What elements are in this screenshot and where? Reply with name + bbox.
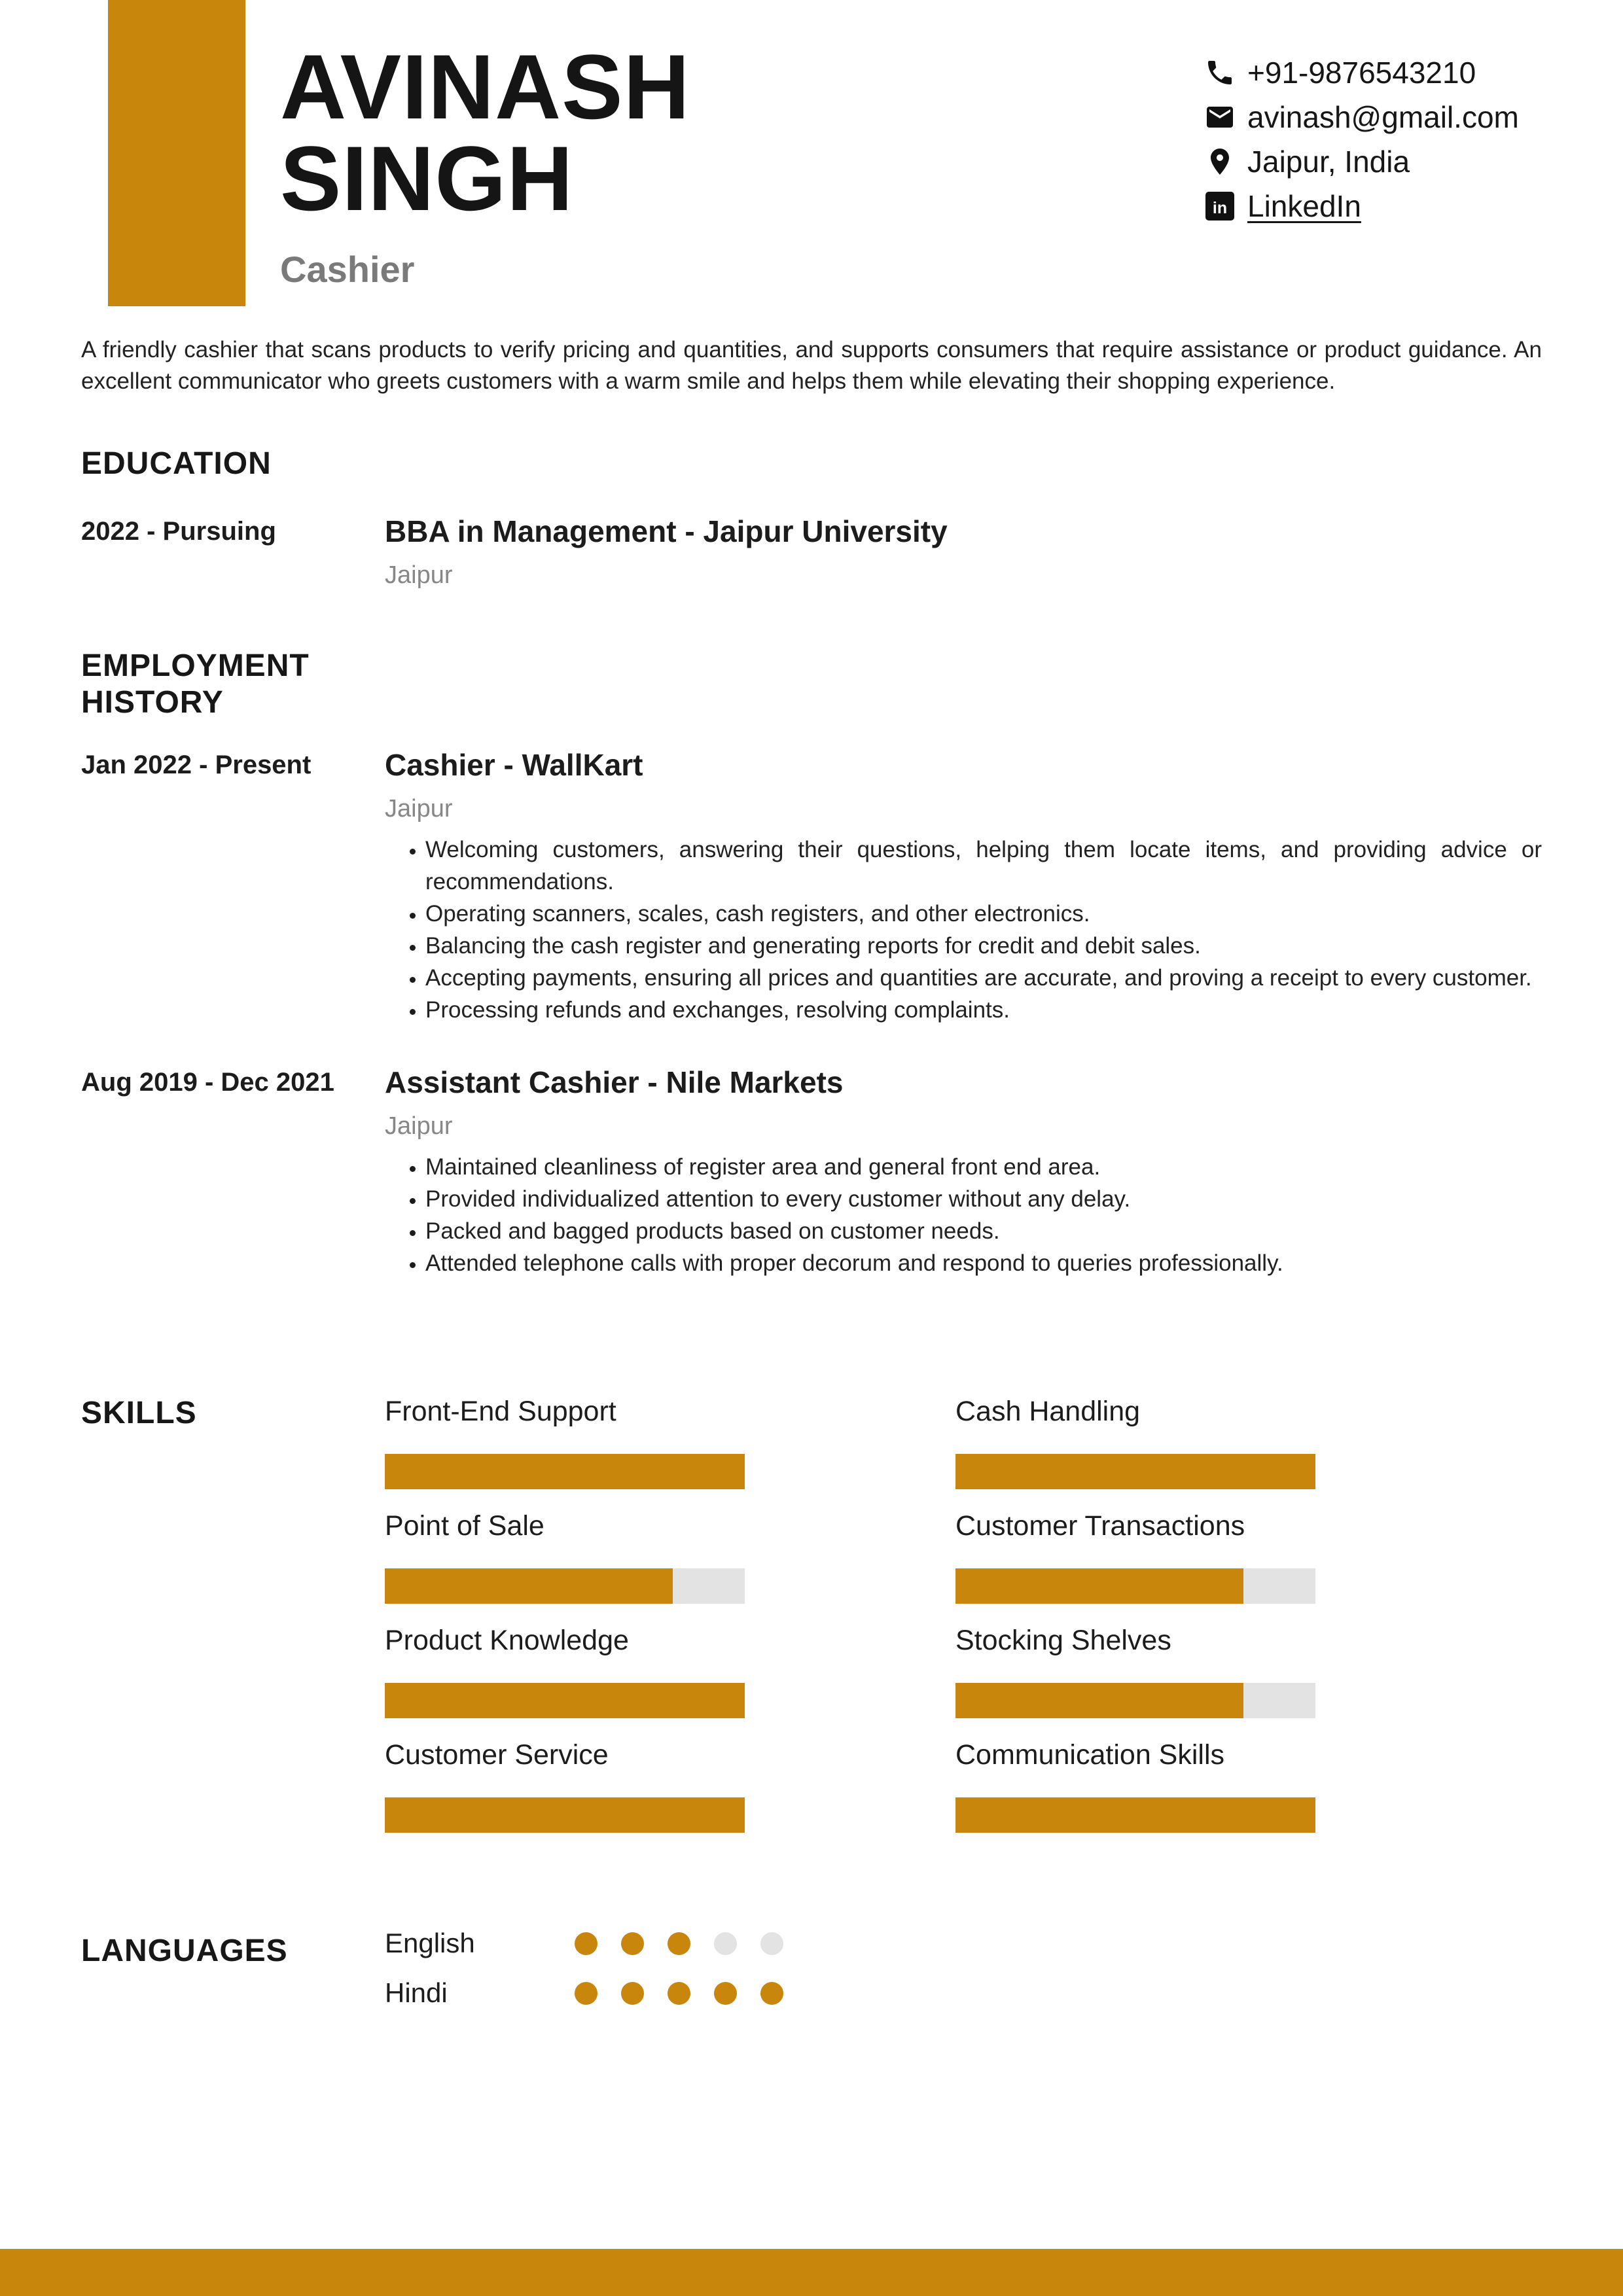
entry-title: Assistant Cashier - Nile Markets (385, 1065, 844, 1099)
skill-item (955, 1739, 1315, 1833)
skill-bar-fill (385, 1568, 673, 1604)
skill-item (955, 1510, 1315, 1604)
skill-bar-fill (955, 1454, 1315, 1489)
skill-bar-fill (385, 1797, 745, 1833)
level-dot-filled (621, 1932, 644, 1955)
entry-body (385, 515, 1542, 590)
skill-item (385, 1510, 745, 1604)
entry-location: Jaipur (385, 795, 453, 822)
contact-item (1204, 184, 1519, 228)
person-job-title: Cashier (280, 249, 415, 290)
entry-title: BBA in Management - Jaipur University (385, 514, 948, 548)
bullet-item: • Balancing the cash register and generating reports for credit and debit sales. (425, 930, 1542, 962)
header-accent-bar (108, 0, 245, 306)
person-name (280, 35, 690, 230)
entry-location: Jaipur (385, 561, 453, 589)
phone-icon (1204, 57, 1236, 88)
bullet-item: • Maintained cleanliness of register area and general front end area. (425, 1151, 1542, 1183)
skill-label: Product Knowledge (385, 1625, 629, 1656)
skill-label: Stocking Shelves (955, 1625, 1171, 1656)
language-label: Hindi (385, 1977, 448, 2008)
bullet-list (385, 834, 1542, 1026)
language-level-dots (575, 1932, 807, 1955)
linkedin-link[interactable]: LinkedIn (1247, 189, 1361, 223)
skill-item (385, 1395, 745, 1489)
education-entry (81, 515, 1542, 590)
skill-bar (385, 1454, 745, 1489)
skill-bar (955, 1454, 1315, 1489)
entry-body (385, 1066, 1542, 1279)
skill-item (955, 1395, 1315, 1489)
level-dot-filled (668, 1982, 690, 2005)
skill-label: Communication Skills (955, 1739, 1225, 1771)
skill-item (955, 1624, 1315, 1718)
level-dot-filled (621, 1982, 644, 2005)
skill-bar-fill (385, 1683, 745, 1718)
entry-body (385, 749, 1542, 1026)
employment-entry (81, 1066, 1542, 1279)
skill-bar (955, 1797, 1315, 1833)
bullet-item: • Provided individualized attention to every customer without any delay. (425, 1183, 1542, 1215)
bullet-item: • Processing refunds and exchanges, resolving complaints. (425, 994, 1542, 1026)
level-dot-filled (760, 1982, 783, 2005)
contact-list (1204, 50, 1519, 228)
contact-item (1204, 50, 1519, 95)
linkedin-icon (1204, 190, 1236, 222)
contact-text: +91-9876543210 (1247, 56, 1476, 90)
skills-section (81, 1395, 1542, 1833)
language-item (385, 1918, 1542, 1968)
skills-grid (385, 1395, 1542, 1833)
languages-section (81, 1918, 1542, 2018)
skill-label: Front-End Support (385, 1396, 616, 1427)
entry-dates: Jan 2022 - Present (81, 751, 312, 779)
skill-bar-fill (385, 1454, 745, 1489)
employment-section (81, 648, 1542, 1279)
skill-label: Cash Handling (955, 1396, 1141, 1427)
skill-item (385, 1739, 745, 1833)
language-label: English (385, 1928, 475, 1958)
bullet-list (385, 1151, 1542, 1279)
bullet-item: • Welcoming customers, answering their questions, helping them locate items, and providing advice or recommendations. (425, 834, 1542, 898)
skill-bar (955, 1683, 1315, 1718)
language-list (385, 1918, 1542, 2018)
skill-bar-fill (955, 1797, 1315, 1833)
language-level-dots (575, 1982, 807, 2005)
skill-bar (385, 1797, 745, 1833)
languages-heading: LANGUAGES (81, 1934, 288, 1968)
bullet-item: • Packed and bagged products based on customer needs. (425, 1215, 1542, 1247)
skills-heading: SKILLS (81, 1396, 197, 1430)
employment-heading: EMPLOYMENT HISTORY (81, 648, 310, 720)
skill-item (385, 1624, 745, 1718)
education-section (81, 446, 1542, 590)
level-dot-filled (575, 1982, 597, 2005)
skill-label: Point of Sale (385, 1510, 544, 1542)
email-icon (1204, 101, 1236, 133)
footer-accent-bar (0, 2249, 1623, 2296)
entry-title: Cashier - WallKart (385, 748, 643, 782)
contact-text: Jaipur, India (1247, 145, 1410, 179)
contact-text: avinash@gmail.com (1247, 100, 1519, 134)
skill-bar (385, 1683, 745, 1718)
contact-item (1204, 95, 1519, 139)
bullet-item: • Operating scanners, scales, cash registers, and other electronics. (425, 898, 1542, 930)
first-name: AVINASH (280, 35, 690, 138)
language-item (385, 1968, 1542, 2018)
bullet-item: • Attended telephone calls with proper decorum and respond to queries professionally. (425, 1247, 1542, 1279)
last-name: SINGH (280, 127, 574, 230)
bullet-item: • Accepting payments, ensuring all prices and quantities are accurate, and proving a receipt to every customer. (425, 962, 1542, 994)
summary-text: A friendly cashier that scans products to verify pricing and quantities, and supports consumers that require assistance or product guidance. An excellent communicator who greets customers with a warm smile and helps them while elevating their shopping experience. (81, 337, 1542, 394)
skill-label: Customer Service (385, 1739, 609, 1771)
skill-label: Customer Transactions (955, 1510, 1245, 1542)
skill-bar (955, 1568, 1315, 1604)
svg-text:in: in (1212, 199, 1228, 217)
education-heading: EDUCATION (81, 446, 272, 481)
level-dot-filled (575, 1932, 597, 1955)
level-dot-empty (760, 1932, 783, 1955)
employment-entry (81, 749, 1542, 1026)
skill-bar-fill (955, 1568, 1243, 1604)
entry-dates: Aug 2019 - Dec 2021 (81, 1068, 334, 1097)
entry-location: Jaipur (385, 1112, 453, 1140)
skill-bar-fill (955, 1683, 1243, 1718)
skill-bar (385, 1568, 745, 1604)
level-dot-empty (714, 1932, 737, 1955)
contact-item (1204, 139, 1519, 184)
level-dot-filled (668, 1932, 690, 1955)
location-icon (1204, 146, 1236, 177)
level-dot-filled (714, 1982, 737, 2005)
entry-dates: 2022 - Pursuing (81, 517, 276, 546)
